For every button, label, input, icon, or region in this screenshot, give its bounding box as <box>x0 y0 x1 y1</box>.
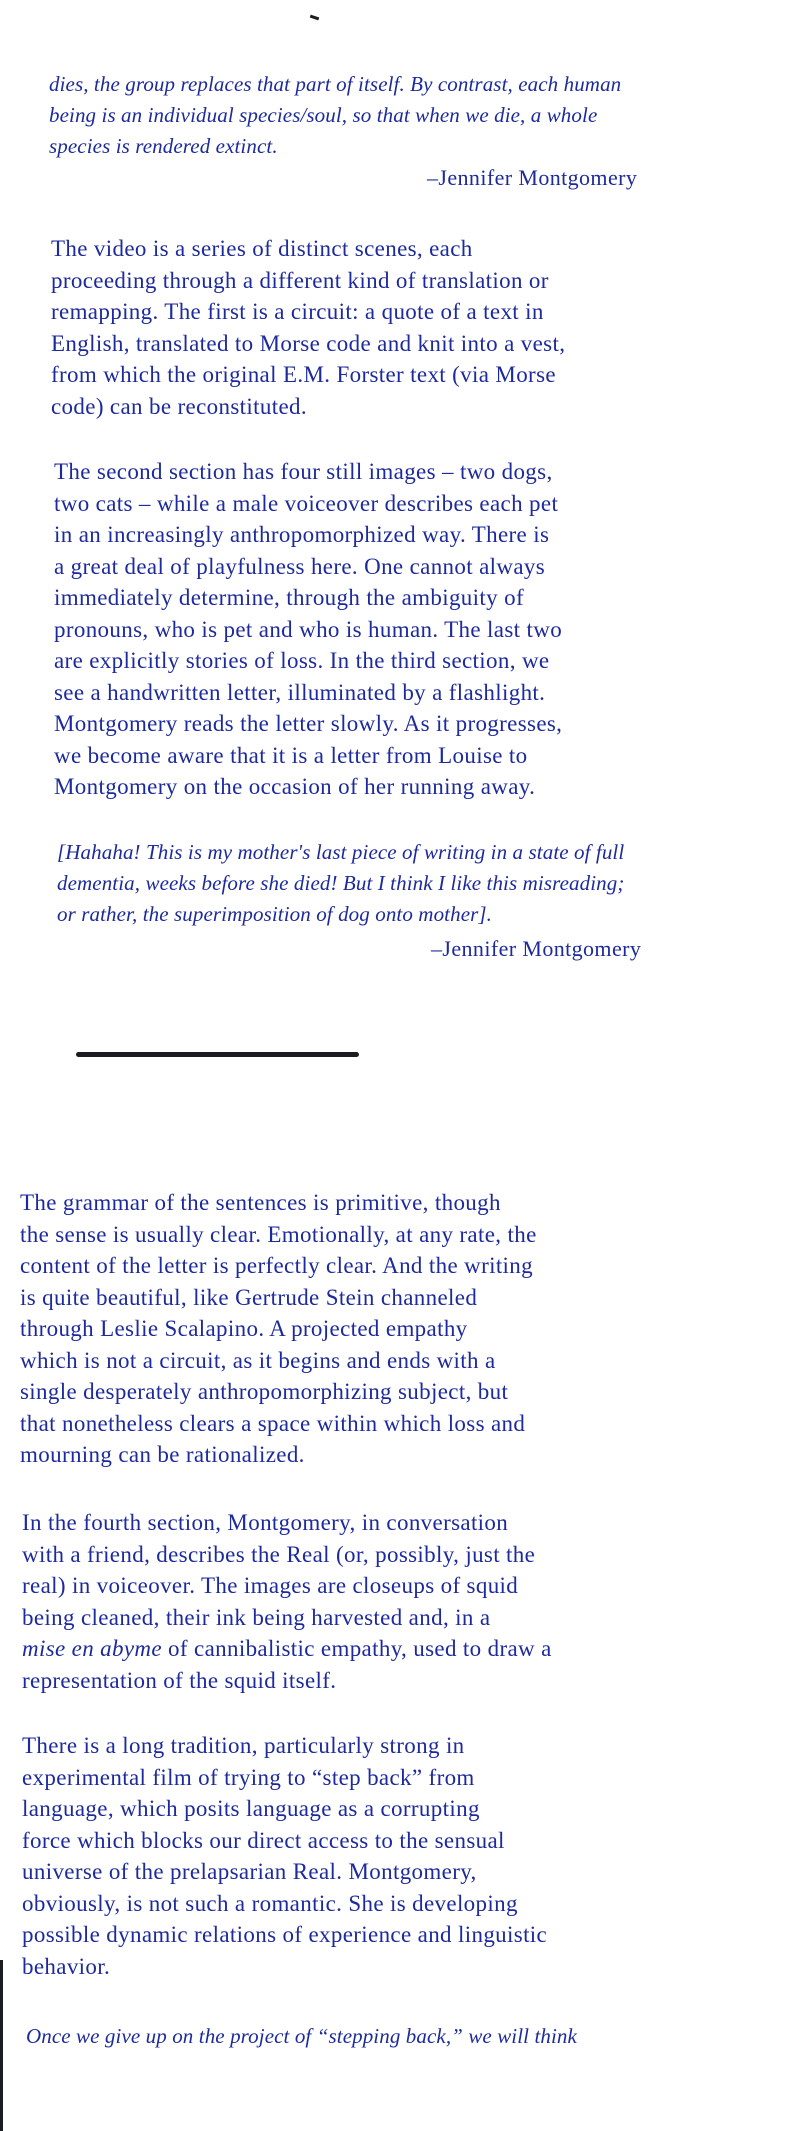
epigraph-quote-mid: [Hahaha! This is my mother's last piece of writing in a state of full dementia, weeks before she died! But I think I like this misreading; or rather, the superimposition of dog onto mother]. <box>57 840 625 926</box>
paragraph-video-scenes: The video is a series of distinct scenes, each proceeding through a different kind of translation or remapping. The first is a circuit: a quote of a text in English, translated to Morse code and knit into a vest, from which the original E.M. Forster text (via Morse code) can be reconstituted. <box>51 236 566 419</box>
scan-edge-left <box>0 1960 3 2131</box>
paragraph-fourth-section-emphasis: mise en abyme <box>22 1636 162 1661</box>
epigraph-quote-top: dies, the group replaces that part of itself. By contrast, each human being is an individual species/soul, so that when we die, a whole species is rendered extinct. <box>49 72 622 158</box>
attribution-top: –Jennifer Montgomery <box>427 165 638 190</box>
paragraph-grammar: The grammar of the sentences is primitive, though the sense is usually clear. Emotionally, at any rate, the content of the letter is perfectly clear. And the writing is quite beautiful, like Gertrude Stein channeled through Leslie Scalapino. A projected empathy which is not a circuit, as it begins and ends with a single desperately anthropomorphizing subject, but that nonetheless clears a space within which loss and mourning can be rationalized. <box>20 1190 537 1467</box>
attribution-mid: –Jennifer Montgomery <box>431 936 642 961</box>
paragraph-fourth-section <box>22 1507 662 1696</box>
paragraph-fourth-section-text-a: In the fourth section, Montgomery, in conversation with a friend, describes the Real (or, possibly, just the real) in voiceover. The images are closeups of squid being cleaned, their ink being harvested and, in a <box>22 1510 536 1630</box>
scan-mark-top <box>310 15 319 21</box>
paragraph-long-tradition: There is a long tradition, particularly strong in experimental film of trying to “step back” from language, which posits language as a corrupting force which blocks our direct access to the sensual universe of the prelapsarian Real. Montgomery, obviously, is not such a romantic. She is developing possible dynamic relations of experience and linguistic behavior. <box>22 1733 548 1979</box>
paragraph-fourth-section-text-b: of cannibalistic empathy, used to draw a representation of the squid itself. <box>22 1636 552 1693</box>
paragraph-second-section: The second section has four still images – two dogs, two cats – while a male voiceover describes each pet in an increasingly anthropomorphized way. There is a great deal of playfulness here. One cannot always immediately determine, through the ambiguity of pronouns, who is pet and who is human. The last two are explicitly stories of loss. In the third section, we see a handwritten letter, illuminated by a flashlight. Montgomery reads the letter slowly. As it progresses, we become aware that it is a letter from Louise to Montgomery on the occasion of her running away. <box>54 459 563 799</box>
closing-quote: Once we give up on the project of “stepping back,” we will think <box>26 2024 577 2048</box>
page-divider-rule <box>76 1052 359 1057</box>
